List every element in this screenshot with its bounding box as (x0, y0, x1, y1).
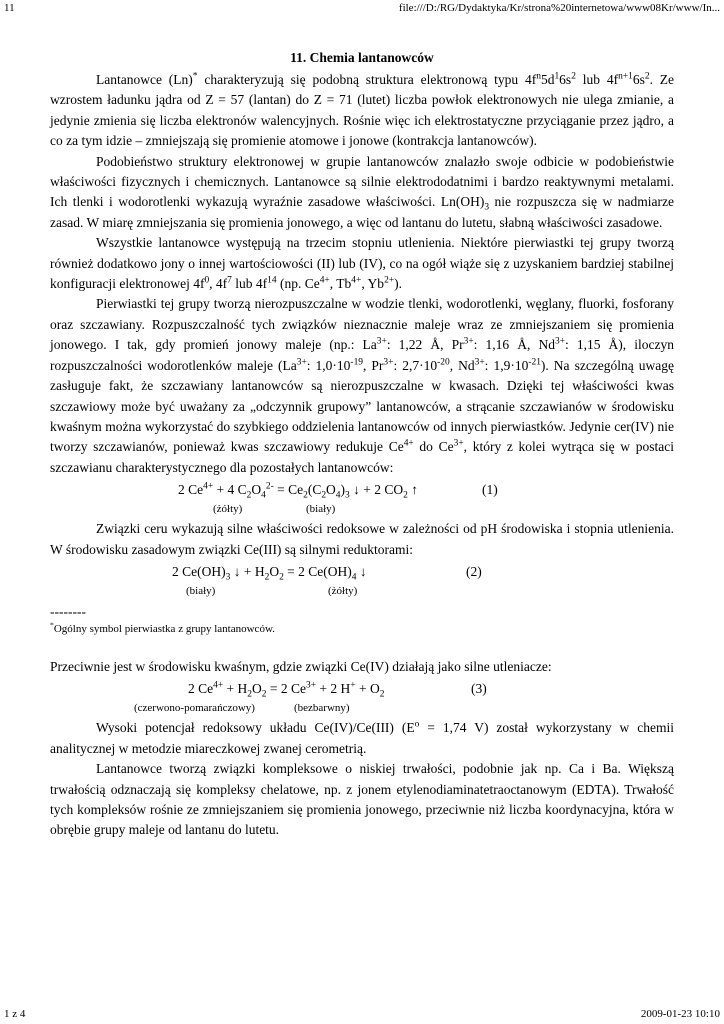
equation-3-label-right: (bezbarwny) (294, 702, 350, 715)
paragraph-1: Lantanowce (Ln)* charakteryzują się podobną struktura elektronową typu $4f^n5d^16s^2$ lub $4f^{n+1}6s^2$. Ze wzrostem ładunku jądra od Z = 57 (lantan) do Z = 71 (lutet) liczba powłok elektronowych nie ulega zmianie, a jedynie zmienia się liczba elektronów walencyjnych. Rośnie więc ich elektrostatyczne przyciąganie przez jądro, a co za tym idzie – zmniejszają się promienie atomowe i jonowe (kontrakcja lantanowców). (50, 71, 675, 149)
equation-1-labels (50, 500, 674, 519)
header-page-number: 11 (4, 2, 15, 14)
footer-pagination: 1 z 4 (4, 1008, 26, 1020)
equation-3-formula: 2 $Ce^{4+} + H_2O_2 = 2$ $Ce^{3+} + 2$ $H^+ + O_2$ (188, 680, 385, 701)
section-title: 11. Chemia lantanowców (290, 50, 434, 65)
paragraph-5: Związki ceru wykazują silne właściwości redoksowe w zależności od pH środowiska i stopnia utlenienia. W środowisku zasadowym związki Ce(III) są silnymi reduktorami: (50, 521, 674, 557)
equation-2-number: (2) (466, 563, 482, 579)
document-body (50, 48, 674, 841)
equation-1-formula: 2 $Ce^{4+} + 4$ $C_2O_4^{2-} = Ce_2(C_2O_4)_3$ ↓ + 2 $CO_2$ ↑ (178, 481, 418, 501)
equation-2-formula: 2 $Ce(OH)_3$ ↓ + $H_2O_2 = 2$ $Ce(OH)_4$ ↓ (172, 563, 367, 583)
equation-3 (50, 679, 674, 699)
equation-2-label-right: (żółty) (328, 584, 358, 597)
equation-1-number: (1) (482, 482, 498, 498)
paragraph-6: Przeciwnie jest w środowisku kwaśnym, gdzie związki Ce(IV) działają jako silne utleniacze: (50, 658, 552, 674)
equation-3-number: (3) (471, 681, 487, 697)
paragraph-3: Wszystkie lantanowce występują na trzecim stopniu utlenienia. Niektóre pierwiastki tej grupy tworzą również dodatkowo jony o innej wartościowości (II) lub (IV), co na ogół wiąże się z uzyskaniem bardziej stabilnej konfiguracji elektronowej $4f^0$, $4f^7$ lub $4f^{14}$ (np. $Ce^{4+}$, $Tb^{4+}$, $Yb^{2+}$). (50, 235, 674, 292)
equation-1-label-right: (biały) (306, 503, 336, 516)
footnote: *Ogólny symbol pierwiastka z grupy lantanowców. (50, 620, 275, 635)
header-url: file:///D:/RG/Dydaktyka/Kr/strona%20internetowa/www08Kr/www/In... (398, 2, 720, 14)
equation-2 (50, 562, 674, 582)
spacer (50, 637, 674, 657)
equation-3-label-left: (czerwono-pomarańczowy) (134, 702, 255, 715)
equation-2-label-left: (biały) (186, 584, 216, 597)
footnote-separator: -------- (50, 603, 86, 619)
paragraph-8: Lantanowce tworzą związki kompleksowe o niskiej trwałości, podobnie jak np. Ca i Ba. Większą trwałością odznaczają się kompleksy chelatowe, np. z jonem etylenodiaminatetraoctanowym (EDTA). Trwałość tych kompleksów rośnie ze zmniejszaniem się promienia jonowego, przeciwnie niż liczba koordynacyjna, która w obrębie grupy maleje od lantanu do lutetu. (50, 761, 674, 838)
paragraph-2: Podobieństwo struktury elektronowej w grupie lantanowców znalazło swoje odbicie w podobieństwie właściwości fizycznych i chemicznych. Lantanowce są silnie elektrododatnimi i bardzo reaktywnymi metalami. Ich tlenki i wodorotlenki wykazują wyraźnie zasadowe właściwości. $Ln(OH)_3$ nie rozpuszcza się w nadmiarze zasad. W miarę zmniejszania się promienia jonowego, a więc od lantanu do lutetu, słabną właściwości zasadowe. (50, 153, 674, 230)
paragraph-4: Pierwiastki tej grupy tworzą nierozpuszczalne w wodzie tlenki, wodorotlenki, węglany, fluorki, fosforany oraz szczawiany. Rozpuszczalność tych związków nieznacznie maleje wraz ze zmniejszaniem się promienia jonowego. I tak, gdy promień jonowy maleje (np.: $La^{3+}$: 1,22 Å, $Pr^{3+}$: 1,16 Å, $Nd^{3+}$: 1,15 Å), iloczyn rozpuszczalności wodorotlenków maleje ($La^{3+}$: $1,0\cdot 10^{-19}$, $Pr^{3+}$: $2,7\cdot 10^{-20}$, $Nd^{3+}$: $1,9\cdot 10^{-21}$). Na szczególną uwagę zasługuje fakt, że szczawiany lantanowców są nierozpuszczalne w kwasach. Dzięki tej właściwości kwas szczawiowy może być uważany za „odczynnik grupowy” lantanowców, a strącanie szczawianów w środowisku kwaśnym można wykorzystać do szybkiego oddzielenia lantanowców od innych pierwiastków. Jedynie cer(IV) nie tworzy szczawianów, ponieważ kwas szczawiowy redukuje $Ce^{4+}$ do $Ce^{3+}$, który z kolei wytrąca się w postaci szczawianu charakterystycznego dla pozostałych lantanowców: (50, 296, 675, 475)
equation-1 (50, 480, 674, 500)
paragraph-7: Wysoki potencjał redoksowy układu Ce(IV)/Ce(III) ($E^o = 1,74$ V) został wykorzystany w chemii analitycznej w metodzie miareczkowej zwanej cerometrią. (50, 719, 674, 756)
footer-timestamp: 2009-01-23 10:10 (640, 1008, 720, 1020)
equation-3-labels (50, 699, 674, 718)
equation-2-labels (50, 582, 674, 601)
equation-1-label-left: (żółty) (213, 503, 243, 516)
